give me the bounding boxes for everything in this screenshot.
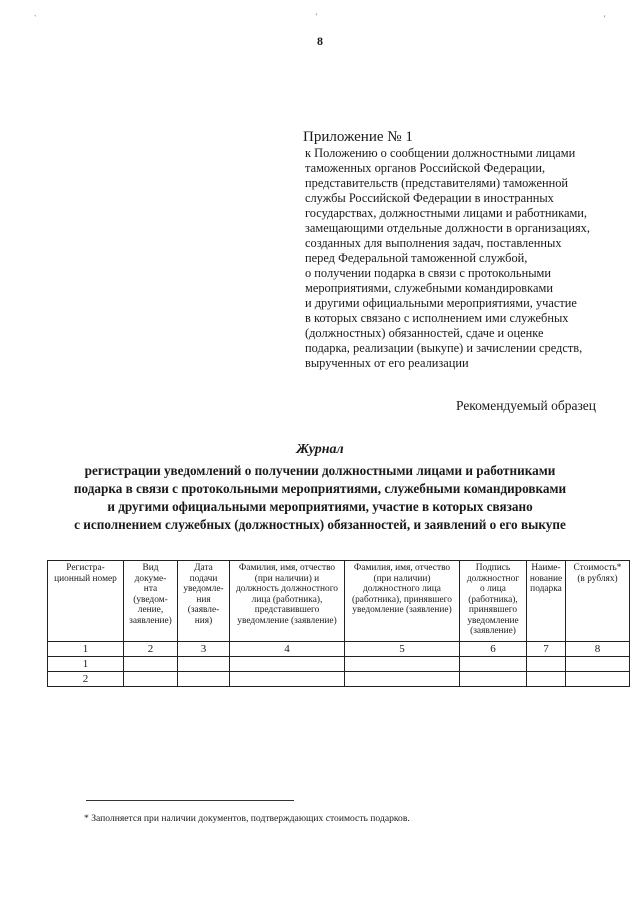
table-row [48, 672, 630, 687]
table-header-row [48, 561, 630, 642]
appendix-text [303, 146, 623, 371]
footnote-divider [86, 800, 294, 801]
appendix-line: созданных для выполнения задач, поставленных [305, 236, 562, 250]
table-header-cell: Дата подачи уведомле- ния (заявле- ния) [178, 561, 230, 642]
registration-table [47, 560, 630, 687]
appendix-line: в которых связано с исполнением ими служебных [305, 311, 569, 325]
journal-subtitle-line: подарка в связи с протокольными мероприятиями, служебными командировками [73, 481, 567, 496]
appendix-line: замещающими отдельные должности в организациях, [305, 221, 590, 235]
scan-mark: ' [316, 12, 318, 21]
column-number-cell: 8 [566, 642, 630, 657]
table-body [48, 642, 630, 687]
appendix-title: Приложение № 1 [303, 129, 413, 145]
table-cell [527, 672, 566, 687]
table-cell [178, 657, 230, 672]
journal-subtitle [40, 462, 600, 534]
column-number-cell: 7 [527, 642, 566, 657]
appendix-line: и другими официальными мероприятиями, участие [305, 296, 577, 310]
table-header-cell: Вид докуме- нта (уведом- ление, заявление) [124, 561, 178, 642]
table-cell [345, 672, 460, 687]
appendix-line: вырученных от его реализации [305, 356, 469, 370]
table-cell [527, 657, 566, 672]
column-number-row [48, 642, 630, 657]
table-cell [178, 672, 230, 687]
scan-mark: ' [604, 14, 606, 23]
table-cell [124, 657, 178, 672]
journal-subtitle-line: и другими официальными мероприятиями, участие в которых связано [107, 499, 533, 514]
column-number-cell: 2 [124, 642, 178, 657]
table-cell [460, 672, 527, 687]
appendix-line: представительств (представителями) таможенной [305, 176, 569, 190]
table-header-cell: Регистра- ционный номер [48, 561, 124, 642]
table-cell [124, 672, 178, 687]
footnote: * Заполняется при наличии документов, подтверждающих стоимость подарков. [84, 813, 410, 824]
column-number-cell: 4 [230, 642, 345, 657]
journal-subtitle-line: регистрации уведомлений о получении должностными лицами и работниками [84, 463, 556, 478]
column-number-cell: 1 [48, 642, 124, 657]
appendix-line: подарка, реализации (выкупе) и зачислении средств, [305, 341, 583, 355]
table-header-cell: Стоимость* (в рублях) [566, 561, 630, 642]
recommended-sample-label: Рекомендуемый образец [455, 398, 596, 413]
journal-subtitle-line: с исполнением служебных (должностных) обязанностей, и заявлений о его выкупе [74, 517, 566, 532]
table-row [48, 657, 630, 672]
scan-mark: ` [34, 14, 37, 23]
table-cell [230, 657, 345, 672]
page-number: 8 [317, 34, 323, 48]
appendix-line: мероприятиями, служебными командировками [305, 281, 553, 295]
appendix-block [303, 128, 623, 371]
appendix-line: к Положению о сообщении должностными лицами [305, 146, 576, 160]
appendix-line: службы Российской Федерации в иностранных [305, 191, 554, 205]
appendix-line: о получении подарка в связи с протокольными [305, 266, 551, 280]
table-cell [345, 657, 460, 672]
column-number-cell: 5 [345, 642, 460, 657]
table-cell: 2 [48, 672, 124, 687]
table-header-cell: Подпись должностног о лица (работника), принявшего уведомление (заявление) [460, 561, 527, 642]
table-header-cell: Наиме- нование подарка [527, 561, 566, 642]
appendix-line: таможенных органов Российской Федерации, [305, 161, 546, 175]
table-cell [460, 657, 527, 672]
table-header-cell: Фамилия, имя, отчество (при наличии) и должность должностного лица (работника), представившего уведомление (заявление) [230, 561, 345, 642]
table-cell [230, 672, 345, 687]
table-header-cell: Фамилия, имя, отчество (при наличии) должностного лица (работника), принявшего уведомление (заявление) [345, 561, 460, 642]
column-number-cell: 6 [460, 642, 527, 657]
appendix-line: государствах, должностными лицами и работниками, [305, 206, 588, 220]
journal-title: Журнал [296, 442, 344, 457]
appendix-line: перед Федеральной таможенной службой, [305, 251, 528, 265]
table-cell [566, 657, 630, 672]
column-number-cell: 3 [178, 642, 230, 657]
appendix-line: (должностных) обязанностей, сдаче и оценке [305, 326, 544, 340]
table-cell [566, 672, 630, 687]
table-cell: 1 [48, 657, 124, 672]
